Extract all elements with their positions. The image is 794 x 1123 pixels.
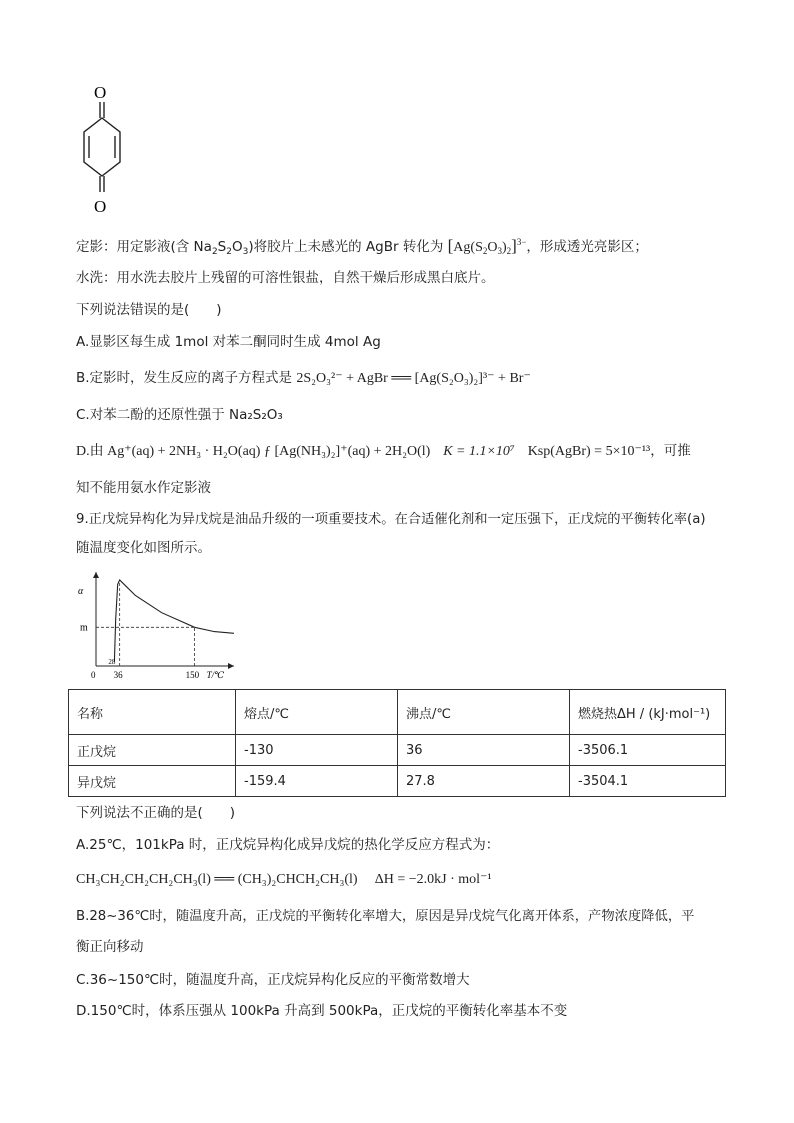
q9-option-d: D.150℃时，体系压强从 100kPa 升高到 500kPa，正戊烷的平衡转化率基本不变 xyxy=(76,1003,568,1019)
q8-option-d: D.由 Ag⁺(aq) + 2NH₃ · H₂O(aq) ƒ [Ag(NH₃)₂]⁺(aq) + 2H₂O(l) K = 1.1×10⁷ Ksp(AgBr) = 5×10⁻¹³，可推 xyxy=(76,443,691,459)
q8-option-b: B.定影时，发生反应的离子方程式是 2S₂O₃²⁻ + AgBr ══ [Ag(S₂O₃)₂]³⁻ + Br⁻ xyxy=(76,370,531,386)
conversion-temperature-chart xyxy=(74,568,240,684)
q9-prompt: 下列说法不正确的是( ) xyxy=(76,805,236,821)
q8-option-a: A.显影区每生成 1mol 对苯二酮同时生成 4mol Ag xyxy=(76,334,381,350)
top-oxygen-label: O xyxy=(94,83,107,102)
pentane-property-table xyxy=(68,689,726,797)
q8-option-d-continued: 知不能用氨水作定影液 xyxy=(76,480,211,496)
bottom-oxygen-label: O xyxy=(94,197,107,216)
header-boiling-point: 沸点/℃ xyxy=(398,690,570,735)
x-tick-label-36: 36 xyxy=(113,670,123,680)
q9-option-c: C.36~150℃时，随温度升高，正戊烷异构化反应的平衡常数增大 xyxy=(76,972,470,988)
table-row: 异戊烷 -159.4 27.8 -3504.1 xyxy=(69,766,726,797)
y-axis-label: α xyxy=(78,586,84,597)
q8-prompt: 下列说法错误的是( ) xyxy=(76,302,222,318)
q9-stem-line1: 9.正戊烷异构化为异戊烷是油品升级的一项重要技术。在合适催化剂和一定压强下，正戊烷的平衡转化率(a) xyxy=(76,512,706,527)
y-tick-label-m: m xyxy=(80,622,88,634)
table-header-row xyxy=(69,690,726,735)
washing-step-line: 水洗：用水洗去胶片上残留的可溶性银盐，自然干燥后形成黑白底片。 xyxy=(76,270,495,286)
x-tick-label-0: 0 xyxy=(91,670,96,680)
y-axis-arrow xyxy=(93,572,99,578)
fixing-step-line: 定影：用定影液(含 $Na_2S_2O_3$)将胶片上未感光的 AgBr 转化为 $[Ag(S_2O_3)_2]^{3-}$，形成透光亮影区； xyxy=(76,236,648,257)
header-combustion-heat: 燃烧热ΔH / (kJ·mol⁻¹) xyxy=(570,690,726,735)
q9-stem-line2: 随温度变化如图所示。 xyxy=(76,540,211,556)
quinone-structure xyxy=(70,80,134,220)
table-row: 正戊烷 -130 36 -3506.1 xyxy=(69,735,726,766)
x-axis-label: T/℃ xyxy=(206,670,225,680)
q9-option-a: A.25℃，101kPa 时，正戊烷异构化成异戊烷的热化学反应方程式为： xyxy=(76,837,500,853)
header-name: 名称 xyxy=(69,690,236,735)
x-tick-label-28: 28 xyxy=(108,658,116,666)
silver-thiosulfate-complex: $[Ag(S_2O_3)_2]^{3-}$ xyxy=(447,236,527,256)
q8-option-c: C.对苯二酚的还原性强于 Na₂S₂O₃ xyxy=(76,407,283,423)
q9-option-a-equation: CH₃CH₂CH₂CH₂CH₃(l) ══ (CH₃)₂CHCH₂CH₃(l) ΔH = −2.0kJ · mol⁻¹ xyxy=(76,872,492,887)
x-axis-arrow xyxy=(228,663,234,669)
header-melting-point: 熔点/℃ xyxy=(236,690,398,735)
x-tick-label-150: 150 xyxy=(185,670,200,680)
conversion-curve xyxy=(114,580,234,662)
q9-option-b-line1: B.28~36℃时，随温度升高，正戊烷的平衡转化率增大，原因是异戊烷气化离开体系，产物浓度降低，平 xyxy=(76,909,695,924)
q9-option-b-line2: 衡正向移动 xyxy=(76,939,144,955)
